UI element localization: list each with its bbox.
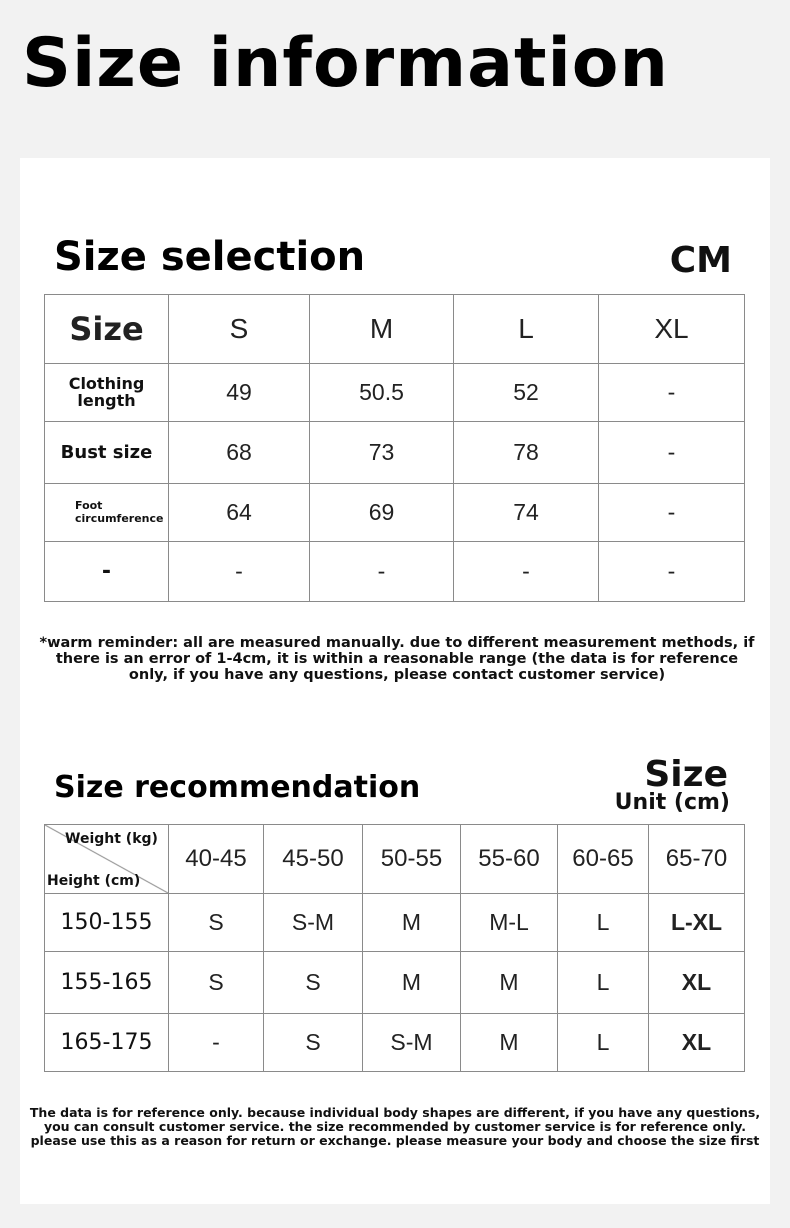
table-row (45, 364, 745, 422)
table-cell: 78 (454, 422, 599, 484)
table-cell: 49 (169, 364, 310, 422)
table-row (45, 542, 745, 602)
table-cell: L (558, 894, 649, 952)
table-cell: - (599, 422, 745, 484)
table-cell: L (558, 1014, 649, 1072)
header-cell: 65-70 (649, 825, 745, 894)
table-cell: M-L (461, 894, 558, 952)
table-cell: - (310, 542, 454, 602)
table-cell: 64 (169, 484, 310, 542)
page-title: Size information (22, 24, 669, 103)
table-cell: M (461, 1014, 558, 1072)
table-cell: S-M (264, 894, 363, 952)
header-cell: XL (599, 295, 745, 364)
row-label: Bust size (45, 422, 169, 484)
height-label: Height (cm) (47, 873, 141, 889)
table-row (45, 422, 745, 484)
footer-note: The data is for reference only. because individual body shapes are different, if you have any questions, you can consult customer service. the size recommended by customer service is for reference only. please use this as a reason for return or exchange. please measure your body and choose the size first (29, 1105, 761, 1148)
table-cell: S (264, 1014, 363, 1072)
table-cell: M (461, 952, 558, 1014)
row-label: - (45, 542, 169, 602)
size-recommendation-table (44, 824, 745, 1072)
table-cell: - (169, 542, 310, 602)
weight-label: Weight (kg) (65, 831, 158, 847)
table-cell: - (169, 1014, 264, 1072)
table-cell: - (599, 542, 745, 602)
header-cell: 55-60 (461, 825, 558, 894)
table-cell: 69 (310, 484, 454, 542)
table-cell: S (169, 894, 264, 952)
size-card (20, 158, 770, 1204)
warm-reminder: *warm reminder: all are measured manually. due to different measurement methods, if there is an error of 1-4cm, it is within a reasonable range (the data is for reference only, if you have any questions, please contact customer service) (39, 635, 755, 683)
table-row (45, 1014, 745, 1072)
row-label: Foot circumference (45, 484, 169, 542)
table-cell: 74 (454, 484, 599, 542)
table-header-row (45, 295, 745, 364)
corner-cell (45, 825, 169, 894)
row-label: 165-175 (45, 1014, 169, 1072)
table-cell: 68 (169, 422, 310, 484)
table-cell: - (599, 484, 745, 542)
header-cell: 50-55 (363, 825, 461, 894)
table-cell: 73 (310, 422, 454, 484)
table-cell: M (363, 894, 461, 952)
size-recommendation-title: Size recommendation (54, 770, 421, 805)
header-cell: 45-50 (264, 825, 363, 894)
table-cell: S (264, 952, 363, 1014)
table-cell: - (454, 542, 599, 602)
header-cell: 60-65 (558, 825, 649, 894)
size-selection-title: Size selection (54, 234, 366, 280)
table-cell: 52 (454, 364, 599, 422)
row-label: 155-165 (45, 952, 169, 1014)
row-label: Clothing length (45, 364, 169, 422)
size-unit-label: Size (644, 754, 728, 795)
table-cell: XL (649, 1014, 745, 1072)
table-cell: L-XL (649, 894, 745, 952)
header-cell: M (310, 295, 454, 364)
table-row (45, 952, 745, 1014)
table-row (45, 484, 745, 542)
table-cell: M (363, 952, 461, 1014)
unit-label: CM (669, 240, 732, 281)
table-cell: S-M (363, 1014, 461, 1072)
size-selection-table (44, 294, 745, 602)
table-cell: - (599, 364, 745, 422)
table-row (45, 894, 745, 952)
table-cell: XL (649, 952, 745, 1014)
header-cell: 40-45 (169, 825, 264, 894)
cm-unit-label: Unit (cm) (614, 790, 730, 815)
table-header-row (45, 825, 745, 894)
table-cell: L (558, 952, 649, 1014)
row-label: 150-155 (45, 894, 169, 952)
header-cell: Size (45, 295, 169, 364)
header-cell: S (169, 295, 310, 364)
header-cell: L (454, 295, 599, 364)
table-cell: 50.5 (310, 364, 454, 422)
table-cell: S (169, 952, 264, 1014)
